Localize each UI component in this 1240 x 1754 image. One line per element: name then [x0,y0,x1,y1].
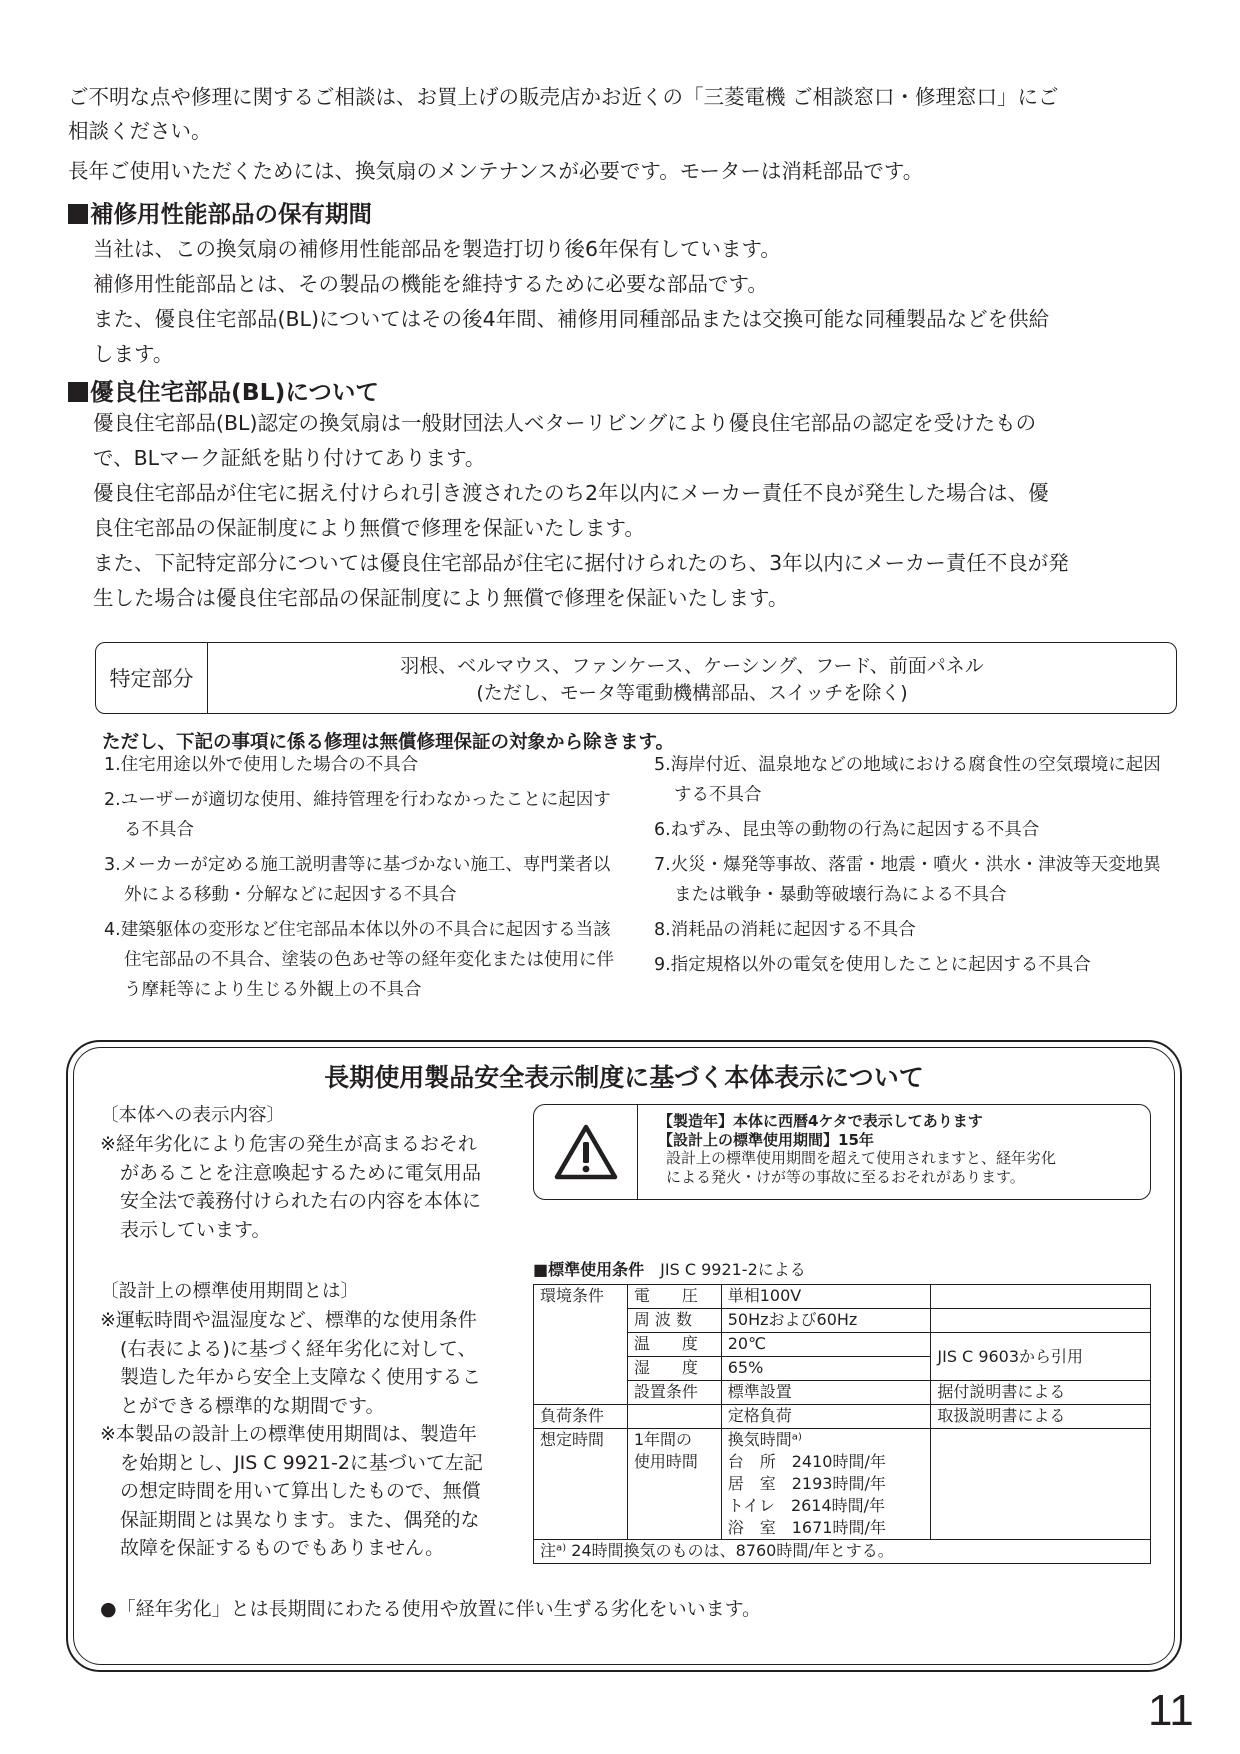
table-cell: 単相100V [721,1285,931,1309]
section1-body [93,232,1183,372]
intro-line-3: 長年ご使用いただくためには、換気扇のメンテナンスが必要です。モーターは消耗部品です。 [68,159,924,183]
section-title-bl: 優良住宅部品(BL)について [68,376,379,408]
square-bullet-icon [68,204,88,224]
table-caption: ■標準使用条件 JIS C 9921-2による [533,1260,806,1279]
section-title-spare-parts: 補修用性能部品の保有期間 [68,198,372,230]
list-item: 6.ねずみ、昆虫等の動物の行為に起因する不具合 [654,820,1040,840]
exclusions-lead: ただし、下記の事項に係る修理は無償修理保証の対象から除きます。 [102,732,675,753]
display-note: ※経年劣化により危害の発生が高まるおそれがあることを注意喚起するために電気用品安全法で義務付けられた右の内容を本体に表示しています。 [100,1133,482,1241]
table-row [534,1429,1151,1540]
page-number: 11 [1148,1686,1194,1735]
table-cell [931,1285,1151,1309]
table-cell: 標準設置 [721,1381,931,1405]
section2-line: 生した場合は優良住宅部品の保証制度により無償で修理を保証いたします。 [93,586,789,610]
table-footnote: 注ᵃ⁾ 24時間換気のものは、8760時間/年とする。 [534,1540,1151,1564]
exclusions-right-list [654,750,1174,985]
table-cell: 据付説明書による [931,1381,1151,1405]
list-item: 4.建築躯体の変形など住宅部品本体以外の不具合に起因する当該住宅部品の不具合、塗装の色あせ等の経年変化または使用に伴う摩耗等により生じる外観上の不具合 [104,920,614,1000]
table-cell: 定格負荷 [721,1405,931,1429]
table-row [534,1285,1151,1309]
display-heading: 〔本体への表示内容〕 [100,1105,286,1126]
section2-line: 良住宅部品の保証制度により無償で修理を保証いたします。 [93,516,645,540]
table-cell: 環境条件 [534,1285,628,1405]
list-item: 8.消耗品の消耗に起因する不具合 [654,920,916,940]
section1-line: また、優良住宅部品(BL)についてはその後4年間、補修用同種部品または交換可能な同種製品などを供給 [93,307,1050,331]
section1-line: します。 [93,342,174,366]
exclusions-left-list [104,750,624,1010]
table-cell [931,1309,1151,1333]
square-bullet-icon [68,382,88,402]
table-cell: 湿 度 [627,1357,721,1381]
table-row [534,1540,1151,1564]
warning-text: 【製造年】本体に西暦4ケタで表示してあります 【設計上の標準使用期間】15年 設計上の標準使用期間を超えて使用されますと、経年劣化 による発火・けが等の事故に至るおそれがあります。 [658,1112,1057,1186]
list-item: 5.海岸付近、温泉地などの地域における腐食性の空気環境に起因する不具合 [654,755,1161,805]
list-item: 7.火災・爆発等事故、落雷・地震・噴火・洪水・津波等天変地異または戦争・暴動等破壊行為による不具合 [654,855,1161,905]
table-cell: 65% [721,1357,931,1381]
period-heading: 〔設計上の標準使用期間とは〕 [100,1281,360,1302]
table-cell: 設置条件 [627,1381,721,1405]
intro-line-2: 相談ください。 [68,119,212,143]
section1-line: 当社は、この換気扇の補修用性能部品を製造打切り後6年保有しています。 [93,237,781,261]
specific-parts-value: 羽根、ベルマウス、ファンケース、ケーシング、フード、前面パネル (ただし、モータ等電動機構部品、スイッチを除く) [400,655,984,704]
specific-parts-box [95,642,1177,714]
list-item: 9.指定規格以外の電気を使用したことに起因する不具合 [654,955,1091,975]
section2-line: 優良住宅部品(BL)認定の換気扇は一般財団法人ベターリビングにより優良住宅部品の認定を受けたもの [93,411,1037,435]
table-cell: 20℃ [721,1333,931,1357]
table-cell: JIS C 9603から引用 [931,1333,1151,1381]
table-cell: 周 波 数 [627,1309,721,1333]
table-cell: 電 圧 [627,1285,721,1309]
section2-line: で、BLマーク証紙を貼り付けてあります。 [93,446,486,470]
table-cell: 50Hzおよび60Hz [721,1309,931,1333]
standard-conditions-table [533,1284,1151,1564]
specific-parts-label: 特定部分 [96,643,208,713]
table-cell [931,1429,1151,1540]
list-item: 2.ユーザーが適切な使用、維持管理を行わなかったことに起因する不具合 [104,790,611,840]
table-cell: 取扱説明書による [931,1405,1151,1429]
table-cell: 温 度 [627,1333,721,1357]
longterm-title: 長期使用製品安全表示制度に基づく本体表示について [324,1063,924,1092]
table-cell [627,1405,721,1429]
warning-triangle-icon [534,1105,638,1199]
list-item: 3.メーカーが定める施工説明書等に基づかない施工、専門業者以外による移動・分解などに起因する不具合 [104,855,611,905]
table-row [534,1405,1151,1429]
table-cell: 換気時間ᵃ⁾ 台 所 2410時間/年 居 室 2193時間/年 トイレ 2614時間/年 浴 室 1671時間/年 [721,1429,931,1540]
table-cell: 想定時間 [534,1429,628,1540]
table-cell: 1年間の 使用時間 [627,1429,721,1540]
period-notes: ※運転時間や温湿度など、標準的な使用条件(右表による)に基づく経年劣化に対して、製造した年から安全上支障なく使用することができる標準的な期間です。 ※本製品の設計上の標準使用期間は、製造年を始期とし、JIS C 9921-2に基づいて左記の想定時間を用いて算出したもので、無償保証期間とは異なります。また、偶発的な故障を保証するものでもありません。 [100,1309,483,1559]
section1-line: 補修用性能部品とは、その製品の機能を維持するために必要な部品です。 [93,272,768,296]
list-item: 1.住宅用途以外で使用した場合の不具合 [104,755,419,775]
section2-body [93,406,1183,616]
intro-line-1: ご不明な点や修理に関するご相談は、お買上げの販売店かお近くの「三菱電機 ご相談窓口・修理窓口」にご [68,85,1059,109]
table-cell: 負荷条件 [534,1405,628,1429]
section2-line: 優良住宅部品が住宅に据え付けられ引き渡されたのち2年以内にメーカー責任不良が発生した場合は、優 [93,481,1049,505]
aging-definition: ●「経年劣化」とは長期間にわたる使用や放置に伴い生ずる劣化をいいます。 [100,1598,762,1620]
warning-box [533,1104,1151,1200]
section2-line: また、下記特定部分については優良住宅部品が住宅に据付けられたのち、3年以内にメーカー責任不良が発 [93,551,1069,575]
